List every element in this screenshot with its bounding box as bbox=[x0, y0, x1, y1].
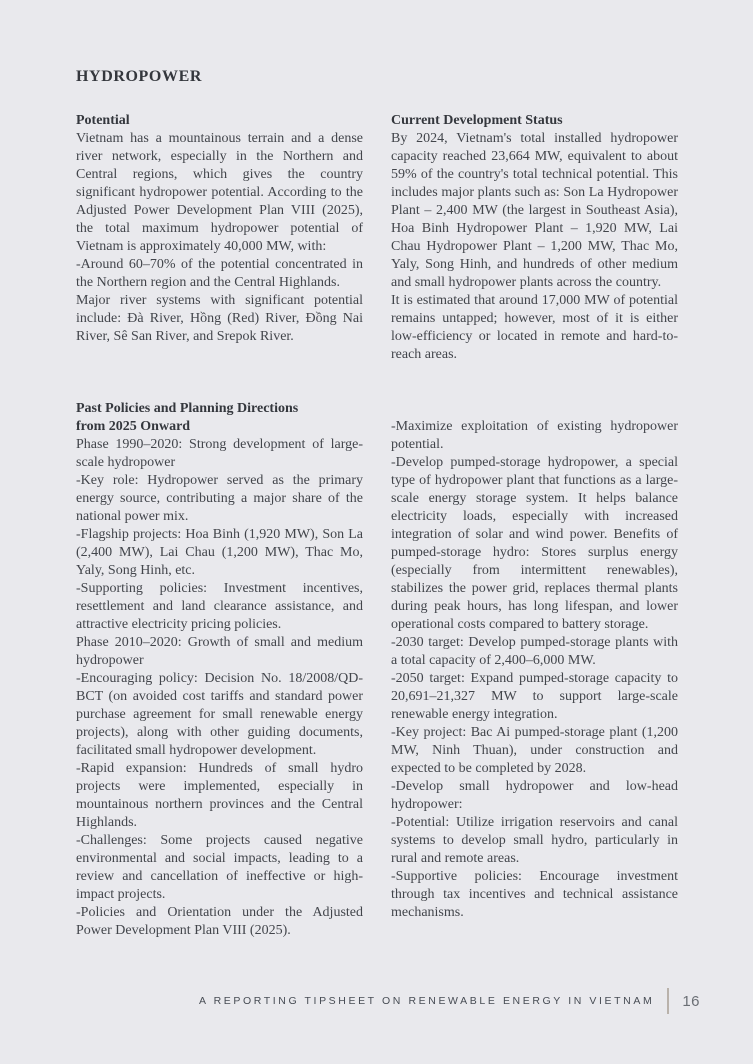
paragraph: Phase 2010–2020: Growth of small and medium hydropower bbox=[76, 635, 363, 668]
section-heading-potential: Potential bbox=[76, 113, 130, 128]
heading-line-2: from 2025 Onward bbox=[76, 419, 191, 434]
paragraph: -Flagship projects: Hoa Binh (1,920 MW), Son La (2,400 MW), Lai Chau (1,200 MW), Thac Mo, Yaly, Song Hinh, etc. bbox=[76, 527, 363, 578]
page-number: 16 bbox=[682, 992, 700, 1010]
paragraph: -Potential: Utilize irrigation reservoirs and canal systems to develop small hydro, particularly in rural and remote areas. bbox=[391, 815, 678, 866]
section-row-top bbox=[76, 112, 678, 364]
paragraph: -2030 target: Develop pumped-storage plants with a total capacity of 2,400–6,000 MW. bbox=[391, 635, 678, 668]
paragraph: -Supporting policies: Investment incentives, resettlement and land clearance assistance, and attractive electricity pricing policies. bbox=[76, 581, 363, 632]
paragraph: -2050 target: Expand pumped-storage capacity to 20,691–21,327 MW to support large-scale renewable energy integration. bbox=[391, 671, 678, 722]
footer-divider bbox=[667, 988, 669, 1014]
paragraph: -Develop small hydropower and low-head hydropower: bbox=[391, 779, 678, 812]
paragraph: Vietnam has a mountainous terrain and a dense river network, especially in the Northern and Central regions, which gives the country significant hydropower potential. According to the Adjusted Power Development Plan VIII (2025), the total maximum hydropower potential of Vietnam is approximately 40,000 MW, with: bbox=[76, 131, 363, 254]
paragraph: -Challenges: Some projects caused negative environmental and social impacts, leading to a review and cancellation of ineffective or high-impact projects. bbox=[76, 833, 363, 902]
column-plan-directions bbox=[391, 400, 678, 940]
page-title: HYDROPOWER bbox=[76, 68, 202, 85]
section-row-bottom bbox=[76, 400, 678, 940]
paragraph: -Develop pumped-storage hydropower, a special type of hydropower plant that functions as a large-scale energy storage system. It helps balance electricity loads, especially with increased integration of solar and wind power. Benefits of pumped-storage hydro: Stores surplus energy (especially from intermittent renewables), stabilizes the power grid, replaces thermal plants during peak hours, has long lifespan, and lower operational costs compared to battery storage. bbox=[391, 455, 678, 632]
paragraph: -Key project: Bac Ai pumped-storage plant (1,200 MW, Ninh Thuan), under construction and expected to be completed by 2028. bbox=[391, 725, 678, 776]
paragraph: Phase 1990–2020: Strong development of large-scale hydropower bbox=[76, 437, 363, 470]
paragraph: -Rapid expansion: Hundreds of small hydro projects were implemented, especially in mountainous northern provinces and the Central Highlands. bbox=[76, 761, 363, 830]
heading-line-1: Past Policies and Planning Directions bbox=[76, 401, 299, 416]
paragraph: -Maximize exploitation of existing hydropower potential. bbox=[391, 419, 678, 452]
paragraph: -Encouraging policy: Decision No. 18/2008/QD-BCT (on avoided cost tariffs and standard power purchase agreement for small renewable energy projects), along with other guiding documents, facilitated small hydropower development. bbox=[76, 671, 363, 758]
paragraph: By 2024, Vietnam's total installed hydropower capacity reached 23,664 MW, equivalent to about 59% of the country's total technical potential. This includes major plants such as: Son La Hydropower Plant – 2,400 MW (the largest in Southeast Asia), Hoa Binh Hydropower Plant – 1,920 MW, Lai Chau Hydropower Plant – 1,200 MW, Thac Mo, Yaly, Song Hinh, and hundreds of other medium and small hydropower plants across the country. bbox=[391, 131, 678, 290]
section-heading-current-status: Current Development Status bbox=[391, 113, 563, 128]
paragraph: -Around 60–70% of the potential concentrated in the Northern region and the Central Highlands. bbox=[76, 257, 363, 290]
column-past-policies bbox=[76, 400, 363, 940]
paragraph: -Policies and Orientation under the Adjusted Power Development Plan VIII (2025). bbox=[76, 905, 363, 938]
paragraph: -Supportive policies: Encourage investment through tax incentives and technical assistance mechanisms. bbox=[391, 869, 678, 920]
page-footer bbox=[199, 988, 700, 1014]
paragraph: -Key role: Hydropower served as the primary energy source, contributing a major share of the national power mix. bbox=[76, 473, 363, 524]
paragraph: Major river systems with significant potential include: Đà River, Hồng (Red) River, Đồng Nai River, Sê San River, and Srepok River. bbox=[76, 293, 363, 344]
column-current-development-status bbox=[391, 112, 678, 364]
section-heading-past-policies bbox=[76, 400, 363, 436]
column-potential bbox=[76, 112, 363, 364]
paragraph: It is estimated that around 17,000 MW of potential remains untapped; however, most of it is either low-efficiency or located in remote and hard-to-reach areas. bbox=[391, 293, 678, 362]
footer-title: A REPORTING TIPSHEET ON RENEWABLE ENERGY IN VIETNAM bbox=[199, 995, 655, 1007]
